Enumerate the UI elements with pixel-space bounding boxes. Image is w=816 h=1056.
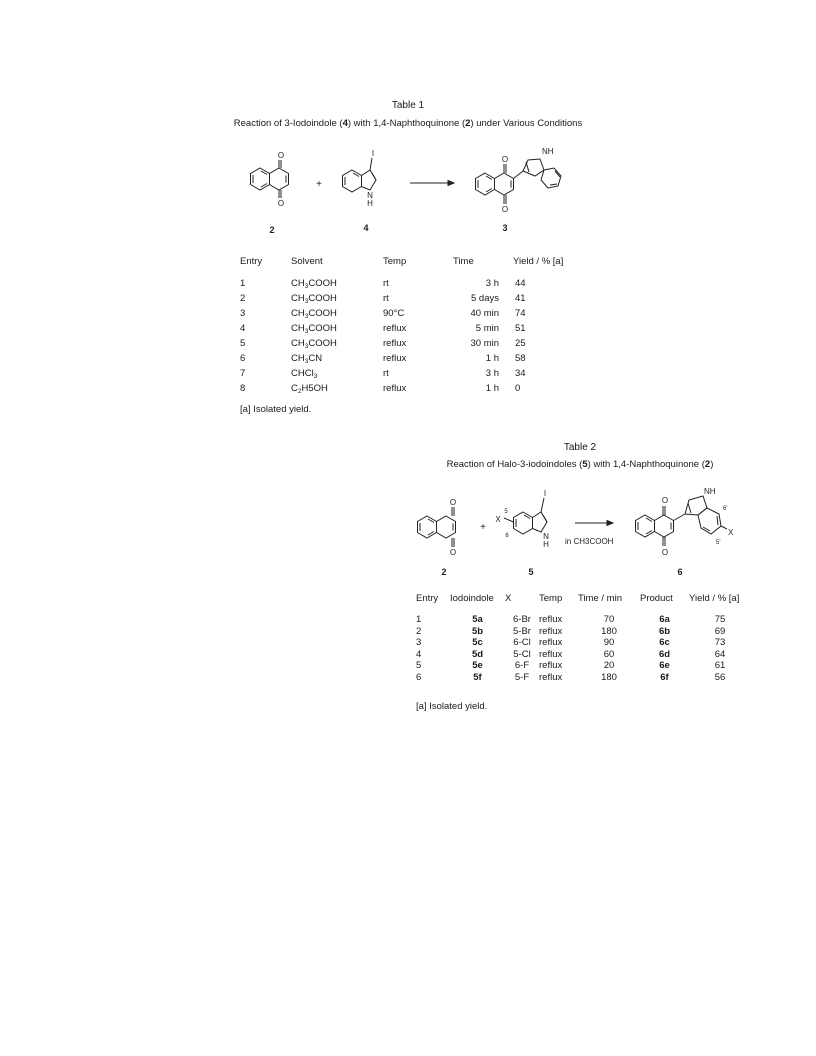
atom-label: I <box>543 489 547 498</box>
column-header: Solvent <box>291 255 323 267</box>
table-row <box>416 637 751 649</box>
caption-text: ) under Various Conditions <box>470 118 583 129</box>
entry-cell: 7 <box>240 368 246 379</box>
temp-cell: reflux <box>539 614 563 626</box>
substituent-cell: 6-Cl <box>513 637 531 649</box>
temp-cell: reflux <box>539 660 563 672</box>
solvent-subscript: 3 <box>304 328 309 335</box>
table-row <box>240 381 583 396</box>
entry-cell: 3 <box>416 637 422 649</box>
table-row <box>240 351 583 366</box>
iodoindole-cell: 5e <box>472 660 483 672</box>
solvent-text: CH <box>291 308 305 319</box>
caption-text: Reaction of 3-Iodoindole ( <box>233 118 343 129</box>
time-cell: 70 <box>603 614 615 626</box>
solvent-text: C <box>291 383 298 394</box>
substituent-cell: 5-F <box>514 671 530 683</box>
yield-cell: 73 <box>714 637 726 649</box>
yield-cell: 58 <box>515 353 526 364</box>
solvent-subscript: 3 <box>313 373 318 380</box>
compound-number: 2 <box>269 225 275 235</box>
solvent-text: COOH <box>308 293 337 304</box>
caption-text: ) with 1,4-Naphthoquinone ( <box>347 118 466 129</box>
iodoindole-cell: 5f <box>473 671 482 683</box>
table2-data <box>416 591 751 683</box>
caption-text: Reaction of Halo-3-iodoindoles ( <box>446 459 583 470</box>
atom-label: N <box>367 191 373 200</box>
entry-cell: 6 <box>416 671 422 683</box>
atom-label: O <box>501 155 509 164</box>
column-header: Product <box>640 593 673 604</box>
temp-cell: rt <box>383 368 389 379</box>
table1-data <box>240 252 583 396</box>
naphthoquinone-structure <box>251 160 289 198</box>
substituent-cell: 6-Br <box>513 614 531 626</box>
solvent-subscript: 3 <box>304 358 309 365</box>
atom-label: O <box>277 199 285 208</box>
temp-cell: reflux <box>539 648 563 660</box>
temp-cell: reflux <box>539 671 563 683</box>
time-cell: 5 min <box>475 323 499 334</box>
compound-number: 5 <box>528 567 534 577</box>
position-label: 5' <box>716 540 721 546</box>
entry-cell: 2 <box>240 293 246 304</box>
temp-cell: rt <box>383 293 389 304</box>
time-cell: 180 <box>601 625 617 637</box>
yield-cell: 34 <box>515 368 526 379</box>
yield-cell: 75 <box>714 614 726 626</box>
time-cell: 40 min <box>470 308 499 319</box>
entry-cell: 1 <box>416 614 422 626</box>
solvent-text: COOH <box>308 338 337 349</box>
solvent-cell <box>291 306 383 321</box>
atom-label: I <box>371 149 375 158</box>
solvent-text: COOH <box>308 308 337 319</box>
table-row <box>240 366 583 381</box>
solvent-cell <box>291 276 383 291</box>
haloiodoindole-structure <box>504 498 547 534</box>
solvent-text: CH <box>291 323 305 334</box>
solvent-text: CH <box>291 353 305 364</box>
solvent-cell <box>291 366 383 381</box>
atom-label: O <box>449 498 457 507</box>
yield-cell: 0 <box>515 383 521 394</box>
entry-cell: 1 <box>240 278 246 289</box>
solvent-text: CHCl <box>291 368 314 379</box>
table2-footnote: [a] Isolated yield. <box>416 701 488 712</box>
solvent-text: CH <box>291 278 305 289</box>
solvent-subscript: 2 <box>297 388 302 395</box>
time-cell: 90 <box>603 637 615 649</box>
plus-sign: + <box>316 179 322 190</box>
time-cell: 3 h <box>485 368 499 379</box>
table-row <box>240 321 583 336</box>
atom-label: O <box>501 205 509 214</box>
time-cell: 5 days <box>471 293 499 304</box>
product-cell: 6f <box>660 671 669 683</box>
column-header: Temp <box>383 255 407 267</box>
yield-cell: 25 <box>515 338 526 349</box>
solvent-cell <box>291 381 383 396</box>
position-label: 5 <box>504 509 508 515</box>
reaction-condition: in CH3COOH <box>565 537 614 546</box>
atom-label: O <box>661 496 669 505</box>
iodoindole-cell: 5b <box>471 625 484 637</box>
time-cell: 1 h <box>485 383 499 394</box>
column-header: Time <box>453 255 474 267</box>
table1-footnote: [a] Isolated yield. <box>240 404 312 415</box>
column-header: Time / min <box>578 593 622 604</box>
column-header: Iodoindole <box>450 593 494 604</box>
yield-cell: 74 <box>515 308 526 319</box>
atom-label: X <box>495 515 501 524</box>
product-structure <box>476 159 562 204</box>
temp-cell: reflux <box>383 353 407 364</box>
yield-cell: 61 <box>714 660 726 672</box>
entry-cell: 5 <box>240 338 246 349</box>
substituent-cell: 5-Br <box>513 625 531 637</box>
yield-cell: 51 <box>515 323 526 334</box>
caption-compound: 5 <box>582 459 588 470</box>
arrow-head <box>607 521 613 526</box>
caption-text: ) <box>710 459 714 470</box>
temp-cell: reflux <box>539 625 563 637</box>
column-header: Entry <box>416 593 439 604</box>
temp-cell: reflux <box>539 637 563 649</box>
entry-cell: 8 <box>240 383 246 394</box>
product-structure <box>636 496 728 546</box>
table-row <box>416 614 751 626</box>
position-label: 6 <box>505 533 509 539</box>
caption-compound: 4 <box>342 118 348 129</box>
solvent-text: COOH <box>308 323 337 334</box>
table-row <box>240 306 583 321</box>
column-header: Yield / % [a] <box>689 593 740 604</box>
time-cell: 1 h <box>485 353 499 364</box>
product-cell: 6a <box>659 614 670 626</box>
solvent-cell <box>291 336 383 351</box>
atom-label: NH <box>704 487 716 496</box>
product-cell: 6c <box>659 637 670 649</box>
compound-number: 2 <box>441 567 447 577</box>
iodoindole-cell: 5c <box>472 637 483 649</box>
atom-label: O <box>277 151 285 160</box>
yield-cell: 44 <box>515 278 526 289</box>
solvent-subscript: 3 <box>304 298 309 305</box>
atom-label: X <box>728 528 734 537</box>
temp-cell: reflux <box>383 338 407 349</box>
solvent-subscript: 3 <box>304 283 309 290</box>
product-cell: 6b <box>658 625 671 637</box>
temp-cell: 90°C <box>383 308 405 319</box>
compound-number: 4 <box>363 223 369 233</box>
caption-compound: 2 <box>465 118 471 129</box>
entry-cell: 6 <box>240 353 246 364</box>
iodoindole-cell: 5d <box>471 648 484 660</box>
solvent-text: H5OH <box>301 383 328 394</box>
time-cell: 30 min <box>470 338 499 349</box>
atom-label: N <box>543 532 549 541</box>
iodoindole-cell: 5a <box>472 614 483 626</box>
product-cell: 6d <box>658 648 671 660</box>
table2-title: Table 2 <box>563 442 597 453</box>
temp-cell: reflux <box>383 383 407 394</box>
position-label: 6' <box>723 506 728 512</box>
table-row <box>240 336 583 351</box>
solvent-cell <box>291 321 383 336</box>
time-cell: 180 <box>601 671 617 683</box>
column-header: Yield / % [a] <box>513 255 564 267</box>
atom-label: H <box>367 199 373 208</box>
substituent-cell: 5-Cl <box>513 648 531 660</box>
column-header: Temp <box>539 593 563 604</box>
solvent-text: CH <box>291 338 305 349</box>
solvent-text: CN <box>308 353 323 364</box>
entry-cell: 2 <box>416 625 422 637</box>
yield-cell: 41 <box>515 293 526 304</box>
entry-cell: 5 <box>416 660 422 672</box>
yield-cell: 64 <box>714 648 726 660</box>
entry-cell: 4 <box>416 648 422 660</box>
table1-title: Table 1 <box>391 100 425 111</box>
table-row <box>416 649 751 661</box>
atom-label: O <box>661 548 669 557</box>
product-cell: 6e <box>659 660 670 672</box>
time-cell: 60 <box>603 648 615 660</box>
table-row <box>416 660 751 672</box>
table2-reaction-scheme <box>405 482 755 582</box>
arrow-head <box>448 181 454 186</box>
atom-label: H <box>543 540 549 549</box>
entry-cell: 4 <box>240 323 246 334</box>
atom-label: O <box>449 548 457 557</box>
table1-reaction-scheme <box>230 140 590 240</box>
solvent-cell <box>291 291 383 306</box>
temp-cell: rt <box>383 278 389 289</box>
solvent-text: CH <box>291 293 305 304</box>
compound-number: 3 <box>502 223 508 233</box>
time-cell: 20 <box>603 660 615 672</box>
column-header: X <box>505 593 512 604</box>
time-cell: 3 h <box>485 278 499 289</box>
table-row <box>240 276 583 291</box>
yield-cell: 69 <box>714 625 726 637</box>
compound-number: 6 <box>677 567 683 577</box>
iodoindole-structure <box>343 158 377 192</box>
table-row <box>416 672 751 684</box>
temp-cell: reflux <box>383 323 407 334</box>
caption-compound: 2 <box>704 459 711 470</box>
solvent-text: COOH <box>308 278 337 289</box>
table-row <box>240 291 583 306</box>
solvent-cell <box>291 351 383 366</box>
yield-cell: 56 <box>714 671 726 683</box>
solvent-subscript: 3 <box>304 343 309 350</box>
naphthoquinone-structure <box>418 507 456 547</box>
table-row <box>416 626 751 638</box>
atom-label: NH <box>542 147 554 156</box>
table1-caption <box>0 118 816 129</box>
column-header: Entry <box>240 255 263 267</box>
substituent-cell: 6-F <box>514 660 530 672</box>
caption-text: ) with 1,4-Naphthoquinone ( <box>587 459 705 470</box>
plus-sign: + <box>480 522 486 533</box>
solvent-subscript: 3 <box>304 313 309 320</box>
entry-cell: 3 <box>240 308 246 319</box>
table2-caption <box>410 459 750 470</box>
